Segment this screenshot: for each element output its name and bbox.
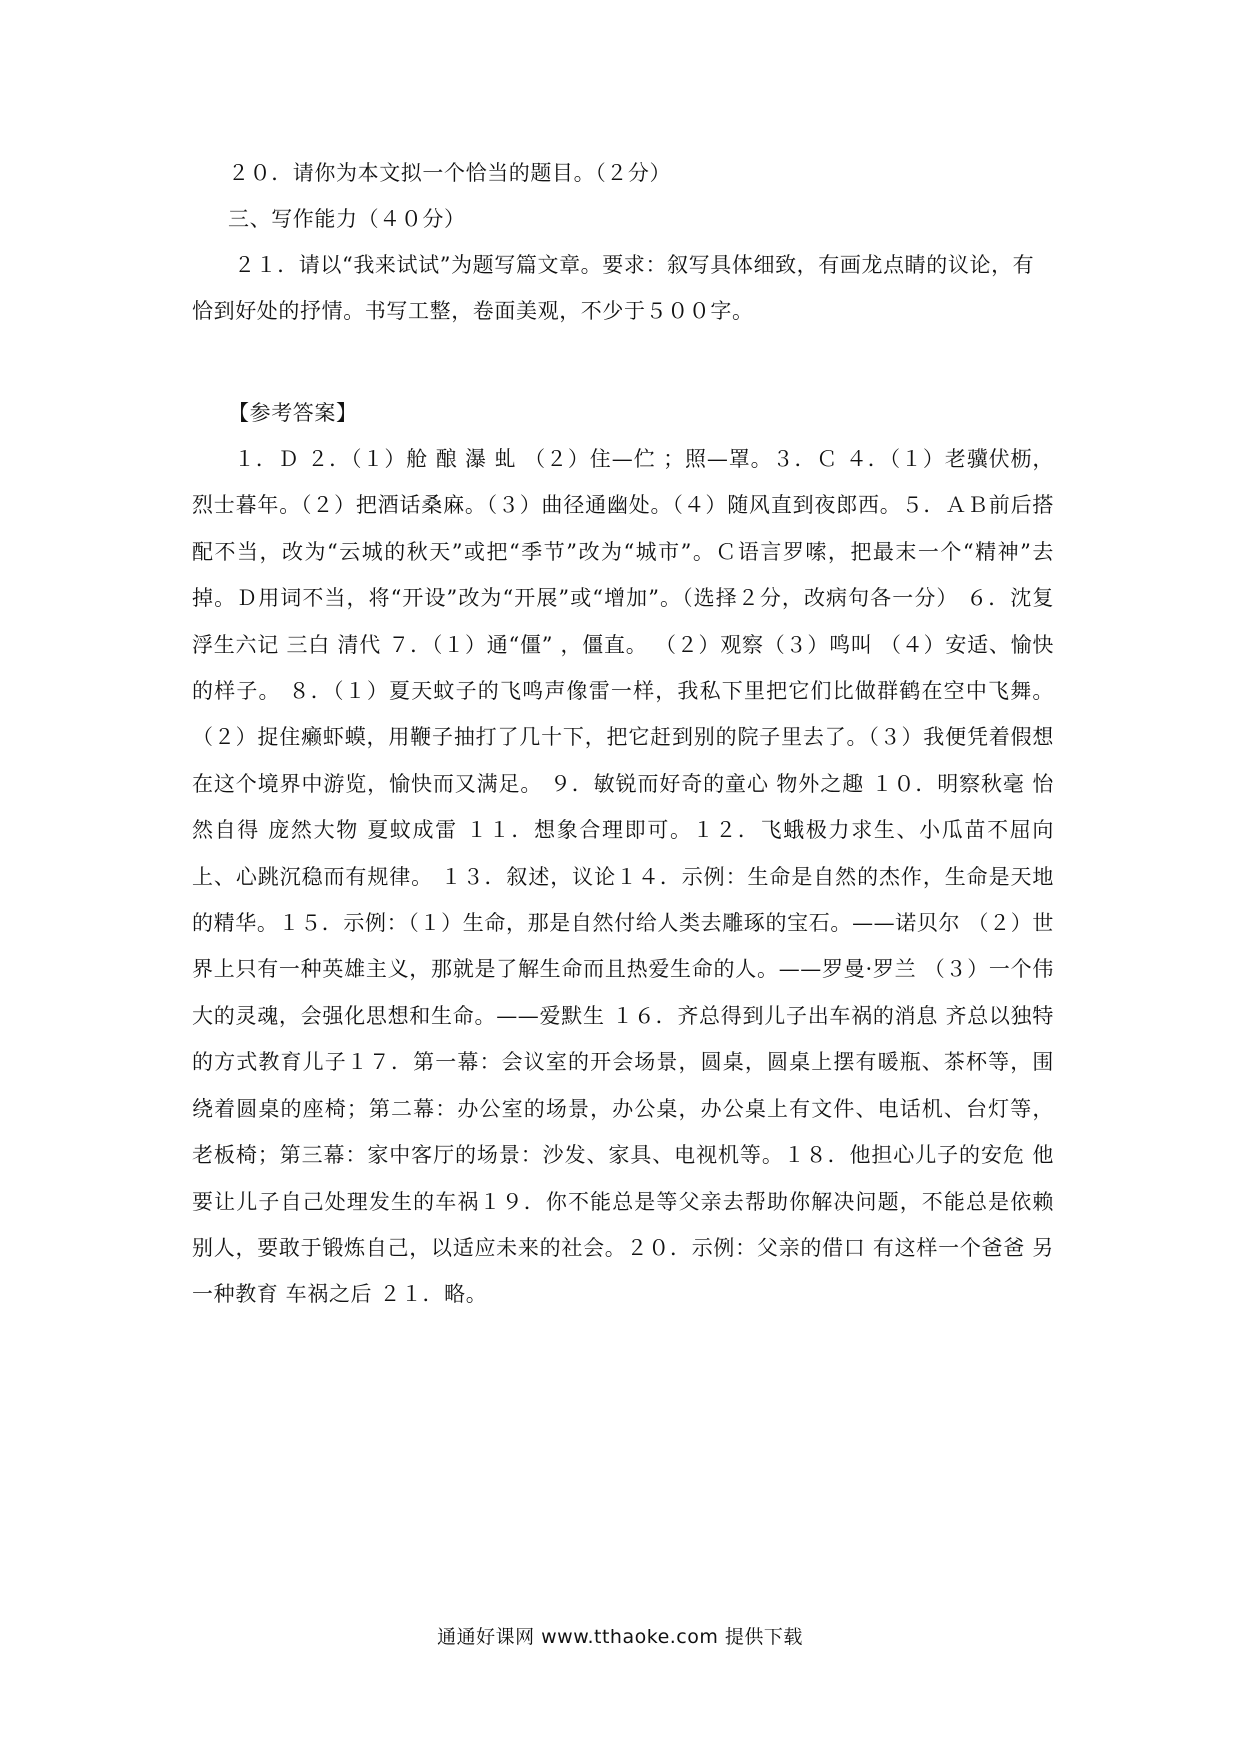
answer-heading: 【参考答案】 bbox=[228, 401, 358, 425]
question-20: ２０．请你为本文拟一个恰当的题目。（２分） bbox=[228, 161, 672, 185]
document-body bbox=[192, 150, 1054, 1318]
page-footer: 通通好课网 www.tthaoke.com 提供下载 bbox=[437, 1626, 803, 1648]
section-3-heading: 三、写作能力（４０分） bbox=[228, 207, 466, 231]
answer-text: １．Ｄ ２．（１）舱 酿 瀑 虬 （２）住—伫 ；照—罩。３．Ｃ ４．（１）老骥伏枥，烈士暮年。（２）把酒话桑麻。（３）曲径通幽处。（４）随风直到夜郎西。５．ＡＢ前后搭配不当，改为“云城的秋天”或把“季节”改为“城市”。Ｃ语言罗嗦，把最末一个“精神”去掉。Ｄ用词不当，将“开设”改为“开展”或“增加”。（选择２分，改病句各一分） ６．沈复 浮生六记 三白 清代 ７．（１）通“僵” ，僵直。 （２）观察（３）鸣叫 （４）安适、愉快的样子。 ８．（１）夏天蚊子的飞鸣声像雷一样，我私下里把它们比做群鹤在空中飞舞。（２）捉住癞虾蟆，用鞭子抽打了几十下，把它赶到别的院子里去了。（３）我便凭着假想在这个境界中游览，愉快而又满足。 ９．敏锐而好奇的童心 物外之趣 １０．明察秋毫 怡然自得 庞然大物 夏蚊成雷 １１．想象合理即可。１２．飞蛾极力求生、小瓜苗不屈向上、心跳沉稳而有规律。 １３．叙述，议论１４．示例：生命是自然的杰作，生命是天地的精华。１５．示例：（１）生命，那是自然付给人类去雕琢的宝石。——诺贝尔 （２）世界上只有一种英雄主义，那就是了解生命而且热爱生命的人。——罗曼·罗兰 （３）一个伟大的灵魂，会强化思想和生命。——爱默生 １６．齐总得到儿子出车祸的消息 齐总以独特的方式教育儿子１７．第一幕：会议室的开会场景，圆桌，圆桌上摆有暖瓶、茶杯等，围绕着圆桌的座椅；第二幕：办公室的场景，办公桌，办公桌上有文件、电话机、台灯等，老板椅；第三幕：家中客厅的场景：沙发、家具、电视机等。１８．他担心儿子的安危 他要让儿子自己处理发生的车祸１９．你不能总是等父亲去帮助你解决问题，不能总是依赖别人，要敢于锻炼自己，以适应未来的社会。２０．示例：父亲的借口 有这样一个爸爸 另一种教育 车祸之后 ２１．略。 bbox=[192, 447, 1054, 1307]
question-21: ２１．请以“我来试试”为题写篇文章。要求：叙写具体细致，有画龙点睛的议论，有恰到好处的抒情。书写工整，卷面美观，不少于５００字。 bbox=[192, 253, 1035, 323]
